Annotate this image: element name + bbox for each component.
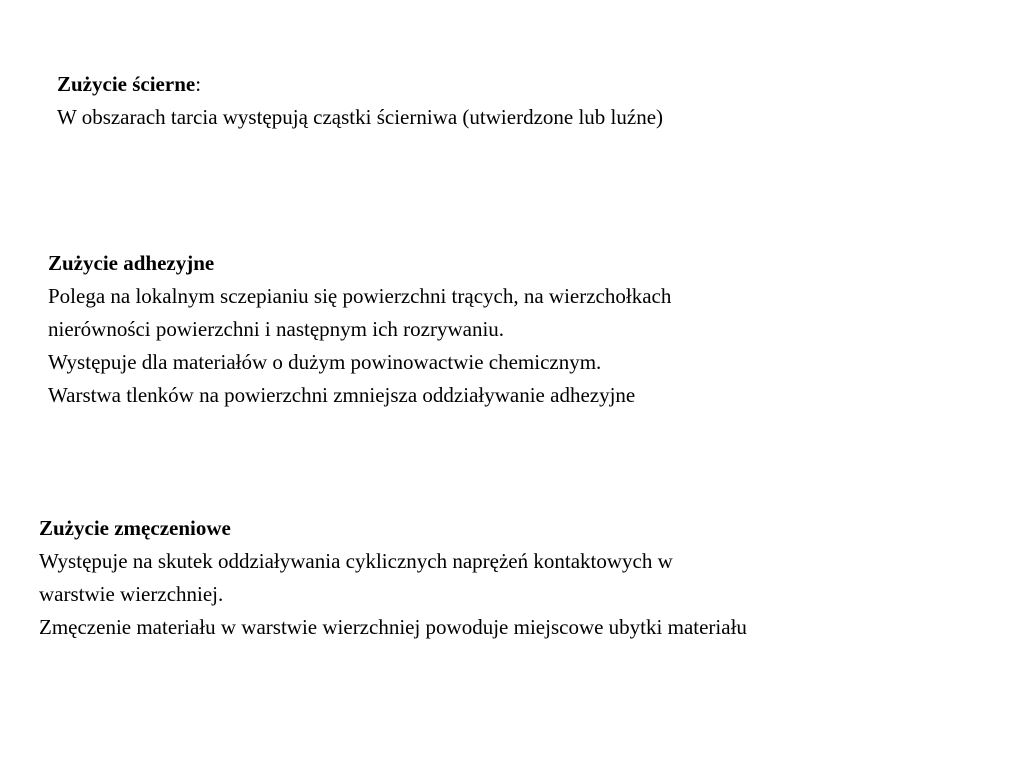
section-abrasive-wear: [57, 68, 663, 134]
section-adhesive-wear: [48, 247, 671, 412]
section-text-line: Warstwa tlenków na powierzchni zmniejsza oddziaływanie adhezyjne: [48, 383, 636, 407]
section-text-line: W obszarach tarcia występują cząstki ścierniwa (utwierdzone lub luźne): [57, 105, 664, 129]
section-fatigue-wear: [39, 512, 747, 644]
section-text-line: Występuje dla materiałów o dużym powinowactwie chemicznym.: [48, 350, 602, 374]
section-heading: Zużycie adhezyjne: [48, 251, 215, 275]
section-heading: Zużycie ścierne: [57, 72, 196, 96]
heading-suffix: :: [195, 72, 202, 96]
section-text-line: nierówności powierzchni i następnym ich rozrywaniu.: [48, 317, 505, 341]
section-heading: Zużycie zmęczeniowe: [39, 516, 231, 540]
section-text-line: Polega na lokalnym sczepianiu się powierzchni trących, na wierzchołkach: [48, 284, 672, 308]
section-text-line: Zmęczenie materiału w warstwie wierzchniej powoduje miejscowe ubytki materiału: [39, 615, 747, 639]
section-text-line: warstwie wierzchniej.: [39, 582, 224, 606]
section-text-line: Występuje na skutek oddziaływania cyklicznych naprężeń kontaktowych w: [39, 549, 673, 573]
section-heading-line: [57, 68, 663, 101]
